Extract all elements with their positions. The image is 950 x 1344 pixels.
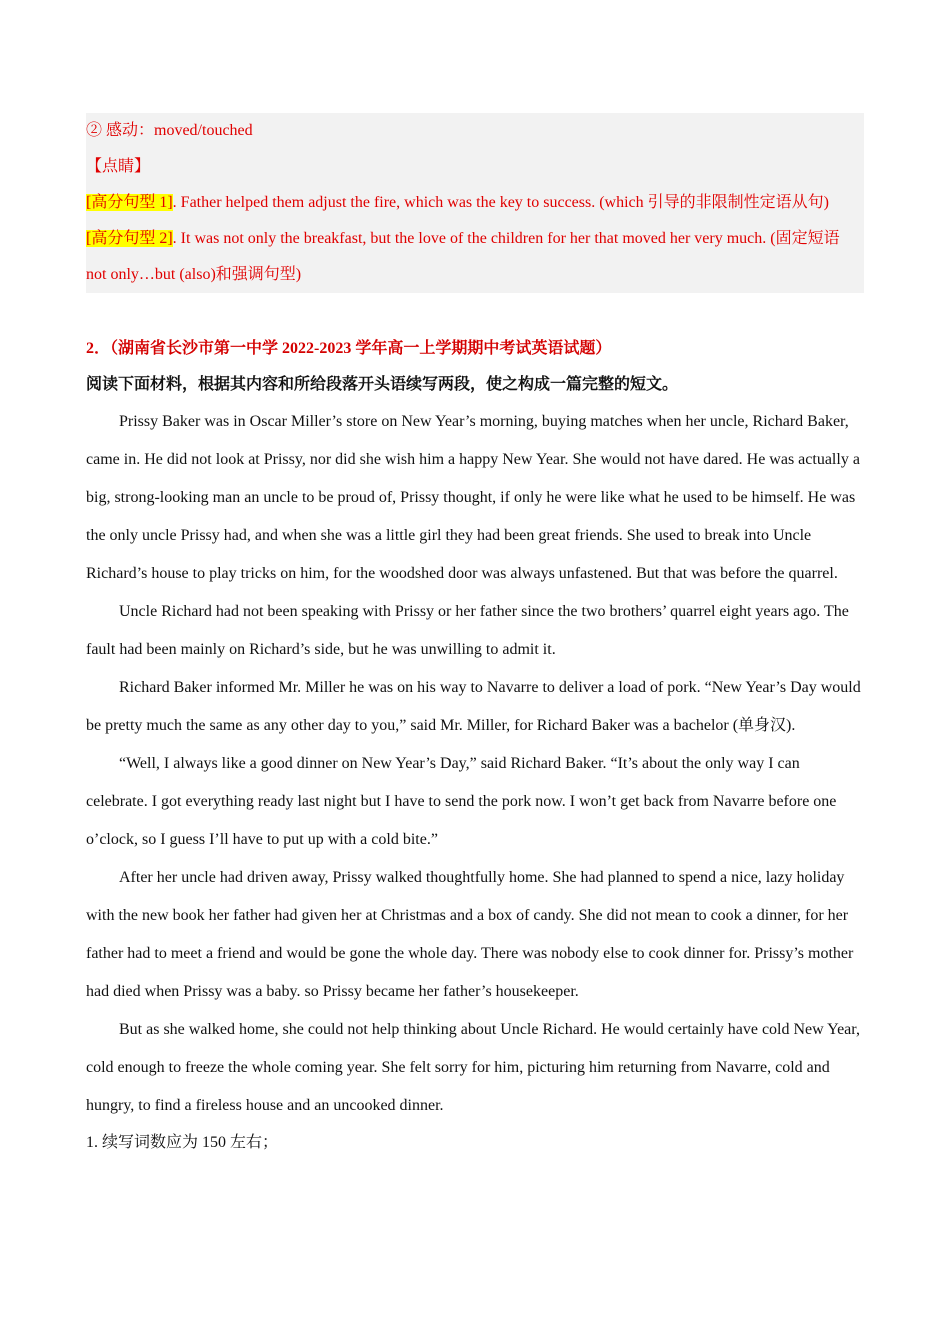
dianjing-heading: 【点睛】 — [86, 158, 151, 175]
passage-paragraph: But as she walked home, she could not help thinking about Uncle Richard. He would certainly have cold New Year, cold enough to freeze the whole coming year. She felt sorry for him, picturing him returning from Navarre, cold and hungry, to find a fireless house and an uncooked dinner. — [86, 1021, 860, 1114]
passage-paragraph: After her uncle had driven away, Prissy walked thoughtfully home. She had planned to spend a nice, lazy holiday with the new book her father had given her at Christmas and a box of candy. She did not mean to cook a dinner, for her father had to meet a friend and would be gone the whole day. There was nobody else to cook dinner for. Prissy’s mother had died when Prissy was a baby. so Prissy became her father’s housekeeper. — [86, 869, 854, 1000]
writing-requirement-1: 1. 续写词数应为 150 左右； — [86, 1134, 279, 1151]
question-title: 2．（湖南省长沙市第一中学 2022-2023 学年高一上学期期中考试英语试题） — [86, 340, 612, 357]
sentence-pattern-1 — [86, 185, 862, 221]
vocab-item-moved: ② 感动：moved/touched — [86, 122, 253, 139]
passage-paragraph: Prissy Baker was in Oscar Miller’s store on New Year’s morning, buying matches when her uncle, Richard Baker, came in. He did not look at Prissy, nor did she wish him a happy New Year. She would not have dared. He was actually a big, strong-looking man an uncle to be proud of, Prissy thought, if only he were like what he used to be himself. He was the only uncle Prissy had, and when she was a little girl they had been great friends. She used to break into Uncle Richard’s house to play tricks on him, for the woodshed door was always unfastened. But that was before the quarrel. — [86, 413, 860, 582]
sentence-pattern-2-text: . It was not only the breakfast, but the love of the children for her that moved her very much. (固定短语 not only…but (also)和强调句型) — [86, 230, 840, 283]
question-instruction: 阅读下面材料，根据其内容和所给段落开头语续写两段，使之构成一篇完整的短文。 — [86, 376, 679, 393]
passage-paragraph: Uncle Richard had not been speaking with Prissy or her father since the two brothers’ quarrel eight years ago. The fault had been mainly on Richard’s side, but he was unwilling to admit it. — [86, 603, 849, 658]
passage-paragraph: “Well, I always like a good dinner on New Year’s Day,” said Richard Baker. “It’s about the only way I can celebrate. I got everything ready last night but I have to send the pork now. I won’t get back from Navarre before one o’clock, so I guess I’ll have to put up with a cold bite.” — [86, 755, 837, 848]
answer-analysis-box — [86, 113, 864, 293]
sentence-pattern-2 — [86, 221, 862, 293]
sentence-pattern-1-text: . Father helped them adjust the fire, which was the key to success. (which 引导的非限制性定语从句) — [172, 194, 829, 211]
sentence-pattern-2-tag: [高分句型 2] — [86, 230, 173, 247]
passage-paragraph: Richard Baker informed Mr. Miller he was on his way to Navarre to deliver a load of pork. “New Year’s Day would be pretty much the same as any other day to you,” said Mr. Miller, for Richard Baker was a bachelor (单身汉). — [86, 679, 861, 734]
sentence-pattern-1-tag: [高分句型 1] — [86, 194, 173, 211]
document-page — [86, 113, 864, 1161]
